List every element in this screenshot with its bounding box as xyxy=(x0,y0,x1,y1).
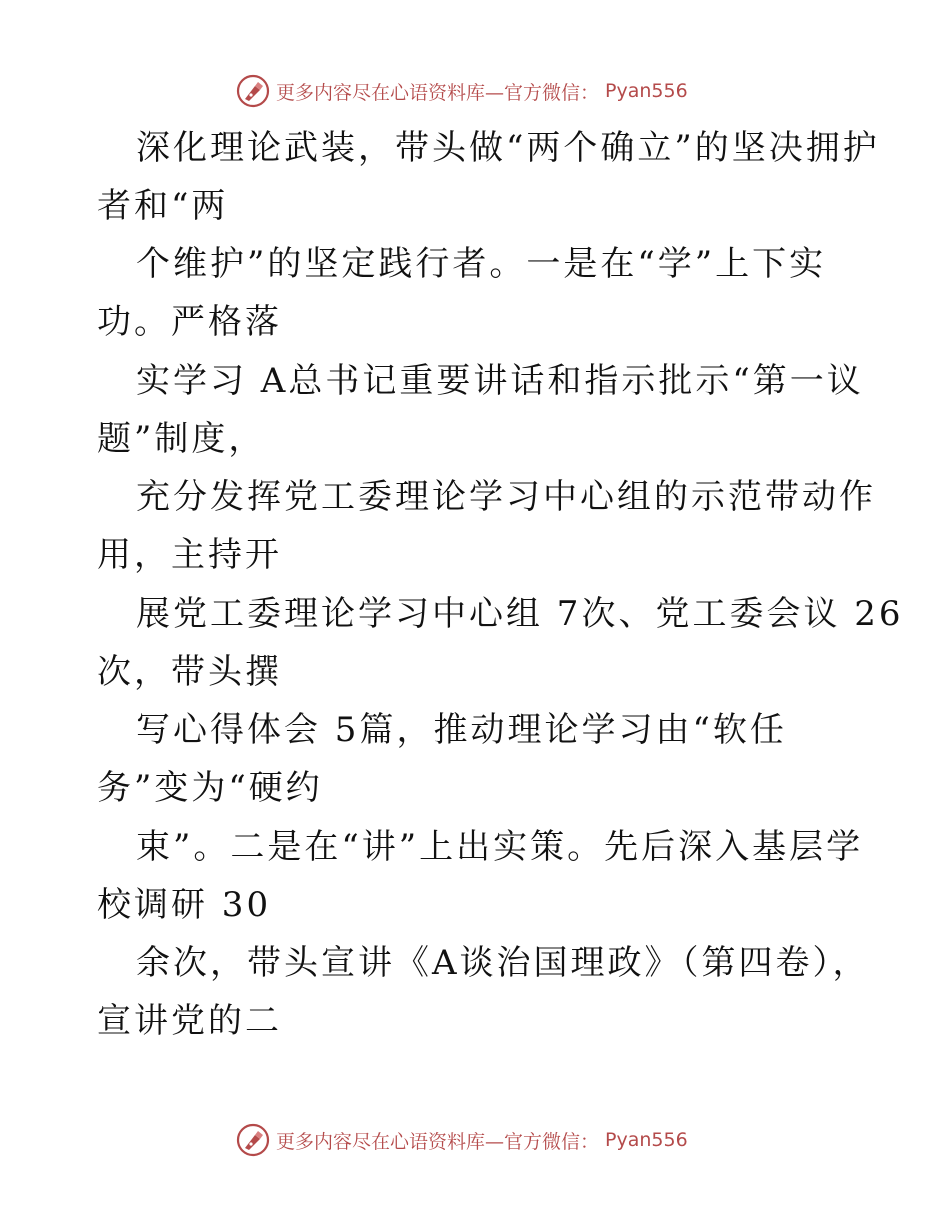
text-line: 个维护”的坚定践行者。一是在“学”上下实 xyxy=(136,244,827,284)
text-line: 用，主持开 xyxy=(97,535,282,575)
text-line: 充分发挥党工委理论学习中心组的示范带动作 xyxy=(136,477,876,517)
text-line: 功。严格落 xyxy=(97,302,282,342)
text-line: 校调研 30 xyxy=(97,885,272,925)
text-line: 宣讲党的二 xyxy=(97,1001,282,1041)
pen-nib-icon xyxy=(236,1123,270,1157)
text-line: 深化理论武装，带头做“两个确立”的坚决拥护 xyxy=(136,128,880,168)
text-line: 次，带头撰 xyxy=(97,652,282,692)
text-line: 写心得体会 5篇，推动理论学习由“软任 xyxy=(136,710,787,750)
header-banner-wechat-id: Pyan556 xyxy=(605,80,688,102)
header-banner-text: 更多内容尽在心语资料库—官方微信： xyxy=(276,81,600,104)
footer-banner-wechat-id: Pyan556 xyxy=(605,1129,688,1151)
text-line: 务”变为“硬约 xyxy=(97,768,323,808)
text-line: 束”。二是在“讲”上出实策。先后深入基层学 xyxy=(136,827,864,867)
text-line: 实学习 A总书记重要讲话和指示批示“第一议 xyxy=(136,361,864,401)
text-line: 者和“两 xyxy=(97,186,229,226)
text-line: 题”制度， xyxy=(97,419,266,459)
text-line: 展党工委理论学习中心组 7次、党工委会议 26 xyxy=(136,594,904,634)
footer-banner xyxy=(236,1122,688,1158)
text-line: 余次，带头宣讲《A谈治国理政》（第四卷）， xyxy=(136,943,870,983)
footer-banner-text: 更多内容尽在心语资料库—官方微信： xyxy=(276,1130,600,1153)
